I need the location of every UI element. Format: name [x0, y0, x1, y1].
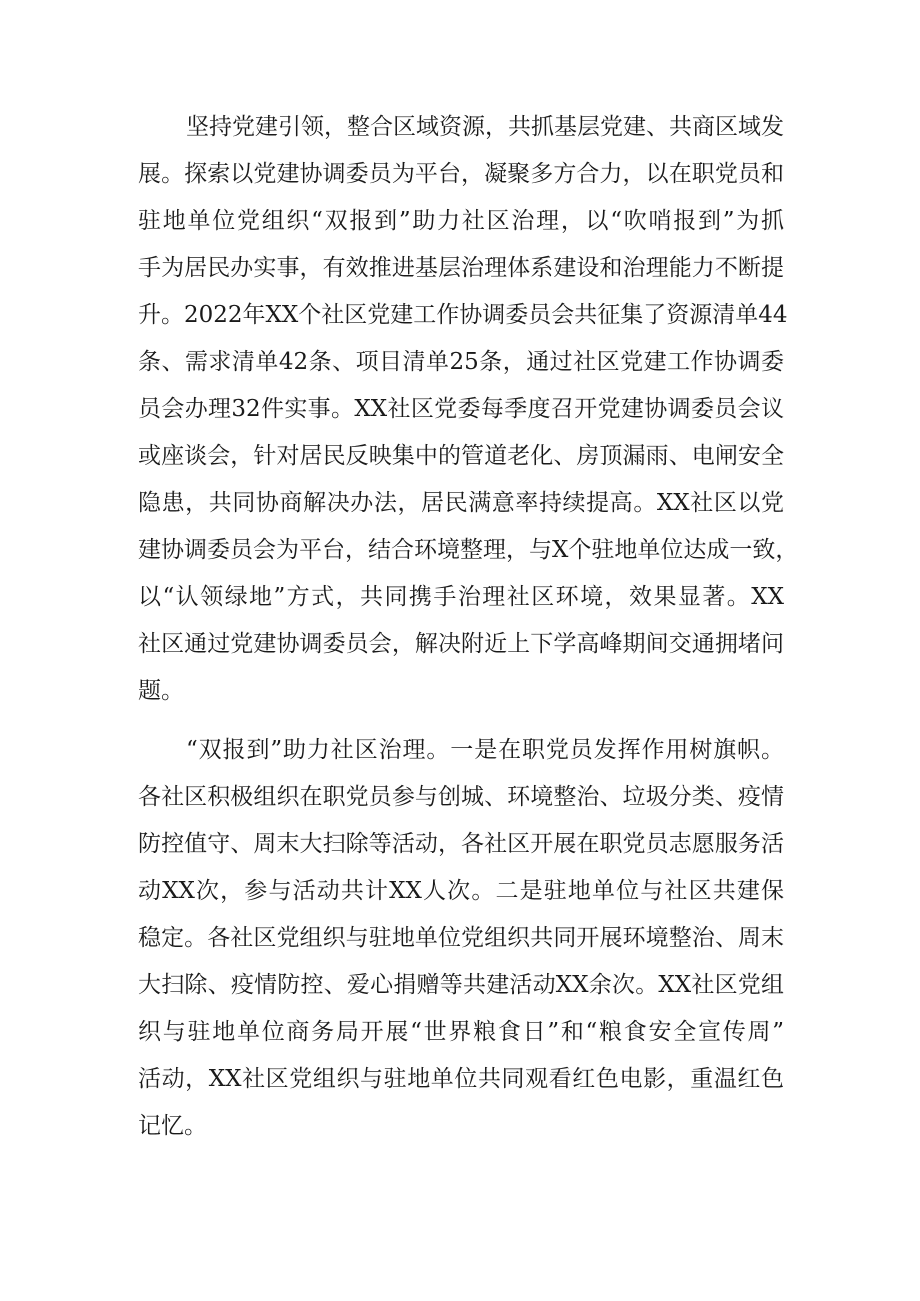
paragraph-2-line-3: 防控值守、周末大扫除等活动，各社区开展在职党员志愿服务活 — [138, 831, 784, 857]
paragraph-2-line-2: 各社区积极组织在职党员参与创城、环境整治、垃圾分类、疫情 — [138, 784, 784, 810]
paragraph-2-line-6: 大扫除、疫情防控、爱心捐赠等共建活动XX余次。XX社区党组 — [138, 972, 784, 998]
paragraph-2-line-8: 活动，XX社区党组织与驻地单位共同观看红色电影，重温红色 — [138, 1066, 784, 1092]
paragraph-1-line-8: 或座谈会，针对居民反映集中的管道老化、房顶漏雨、电闸安全 — [138, 443, 784, 469]
paragraph-1-line-3: 驻地单位党组织“双报到”助力社区治理，以“吹哨报到”为抓 — [138, 208, 784, 234]
paragraph-2-line-7: 织与驻地单位商务局开展“世界粮食日”和“粮食安全宣传周” — [138, 1019, 784, 1045]
paragraph-2-line-1: “双报到”助力社区治理。一是在职党员发挥作用树旗帜。 — [186, 737, 784, 763]
paragraph-1-line-7: 员会办理32件实事。XX社区党委每季度召开党建协调委员会议 — [138, 396, 784, 422]
paragraph-1-line-13: 题。 — [138, 678, 184, 704]
paragraph-1-line-6: 条、需求清单42条、项目清单25条，通过社区党建工作协调委 — [138, 349, 784, 375]
paragraph-1-line-11: 以“认领绿地”方式，共同携手治理社区环境，效果显著。XX — [138, 584, 784, 610]
paragraph-2-line-4: 动XX次，参与活动共计XX人次。二是驻地单位与社区共建保 — [138, 878, 784, 904]
paragraph-1-line-4: 手为居民办实事，有效推进基层治理体系建设和治理能力不断提 — [138, 255, 784, 281]
paragraph-1-line-1: 坚持党建引领，整合区域资源，共抓基层党建、共商区域发 — [186, 114, 784, 140]
paragraph-1-line-12: 社区通过党建协调委员会，解决附近上下学高峰期间交通拥堵问 — [138, 631, 784, 657]
paragraph-2-line-9: 记忆。 — [138, 1113, 207, 1139]
paragraph-2-line-5: 稳定。各社区党组织与驻地单位党组织共同开展环境整治、周末 — [138, 925, 784, 951]
paragraph-1-line-9: 隐患，共同协商解决办法，居民满意率持续提高。XX社区以党 — [138, 490, 784, 516]
paragraph-1-line-10: 建协调委员会为平台，结合环境整理，与X个驻地单位达成一致， — [138, 537, 799, 563]
paragraph-1-line-5: 升。2022年XX个社区党建工作协调委员会共征集了资源清单44 — [138, 302, 788, 328]
paragraph-1-line-2: 展。探索以党建协调委员为平台，凝聚多方合力，以在职党员和 — [138, 161, 784, 187]
